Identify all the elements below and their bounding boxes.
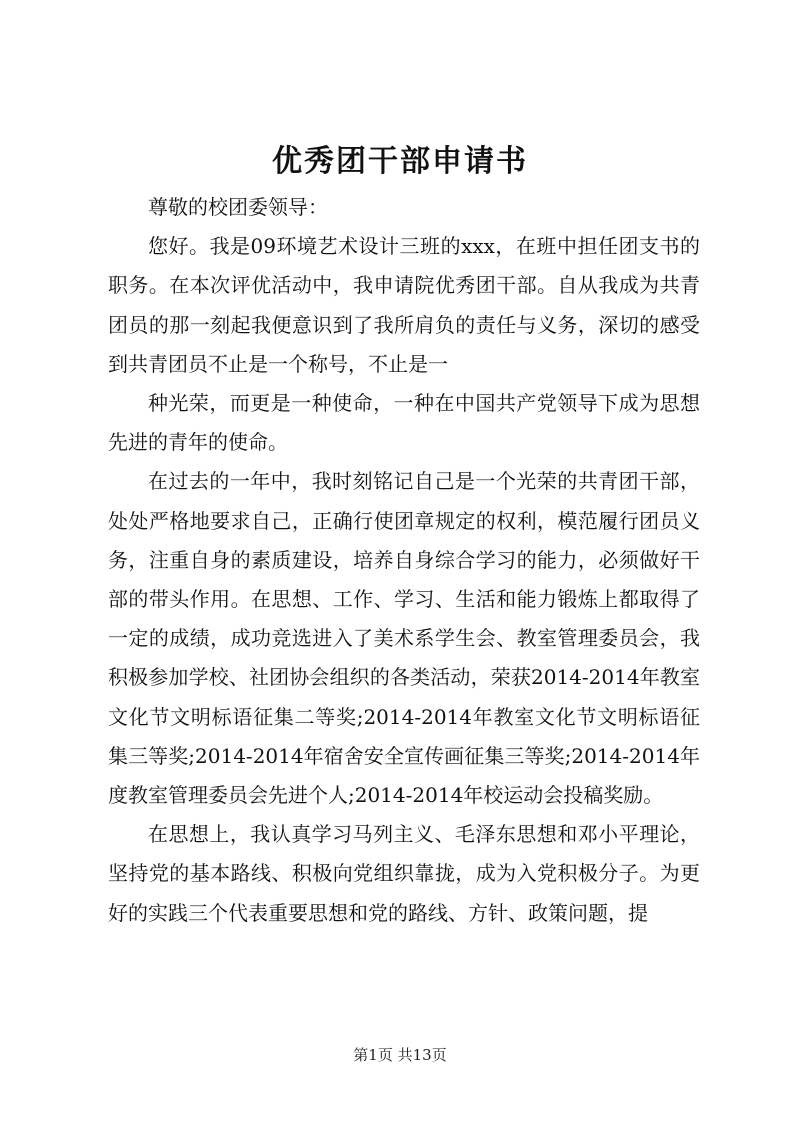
body-paragraph: 在思想上，我认真学习马列主义、毛泽东思想和邓小平理论，坚持党的基本路线、积极向党组织靠拢，成为入党积极分子。为更好的实践三个代表重要思想和党的路线、方针、政策问题，提 <box>108 822 700 925</box>
body-paragraph: 种光荣，而更是一种使命，一种在中国共产党领导下成为思想先进的青年的使命。 <box>108 391 700 455</box>
document-body <box>108 188 700 933</box>
body-paragraph: 您好。我是09环境艺术设计三班的xxx，在班中担任团支书的职务。在本次评优活动中，我申请院优秀团干部。自从我成为共青团员的那一刻起我便意识到了我所肩负的责任与义务，深切的感受到共青团员不止是一个称号，不止是一 <box>108 234 700 376</box>
salutation: 尊敬的校团委领导： <box>148 195 328 219</box>
page-number-footer: 第1页 共13页 <box>353 1046 447 1064</box>
body-paragraph: 在过去的一年中，我时刻铭记自己是一个光荣的共青团干部，处处严格地要求自己，正确行使团章规定的权利，模范履行团员义务，注重自身的素质建设，培养自身综合学习的能力，必须做好干部的带头作用。在思想、工作、学习、生活和能力锻炼上都取得了一定的成绩，成功竞选进入了美术系学生会、教室管理委员会，我积极参加学校、社团协会组织的各类活动，荣获2014-2014年教室文化节文明标语征集二等奖;2014-2014年教室文化节文明标语征集三等奖;2014-2014年宿舍安全宣传画征集三等奖;2014-2014年度教室管理委员会先进个人;2014-2014年校运动会投稿奖励。 <box>108 469 700 808</box>
document-title: 优秀团干部申请书 <box>272 144 528 179</box>
